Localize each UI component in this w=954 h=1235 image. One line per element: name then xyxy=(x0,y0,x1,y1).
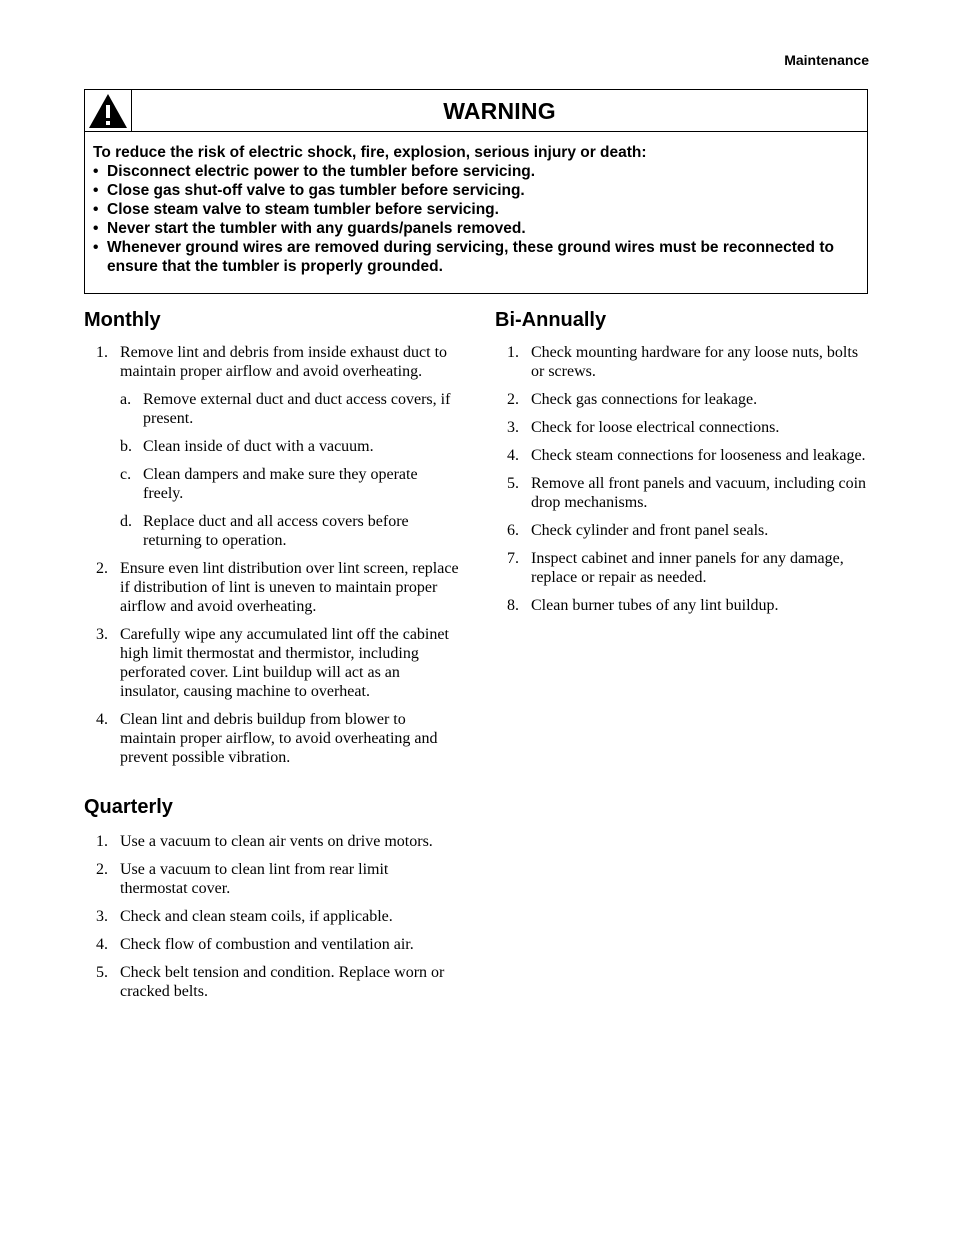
list-item xyxy=(84,963,459,1001)
list-item xyxy=(84,935,459,954)
item-number: 5. xyxy=(96,964,108,981)
item-number: 6. xyxy=(507,522,519,539)
item-text: Check for loose electrical connections. xyxy=(531,419,780,436)
list-item xyxy=(84,710,459,767)
list-item xyxy=(84,907,459,926)
item-number: 2. xyxy=(96,560,108,577)
sub-item xyxy=(120,437,459,456)
list-item xyxy=(495,521,873,540)
list-item xyxy=(84,832,459,851)
item-number: 1. xyxy=(96,344,108,361)
item-number: 8. xyxy=(507,597,519,614)
list-item xyxy=(84,343,459,550)
biannual-list xyxy=(495,343,873,615)
list-item xyxy=(495,418,873,437)
monthly-sublist xyxy=(120,390,459,550)
sub-item-letter: d. xyxy=(120,513,132,530)
list-item xyxy=(495,596,873,615)
sub-item-letter: b. xyxy=(120,438,132,455)
list-item xyxy=(495,549,873,587)
item-text: Use a vacuum to clean air vents on drive motors. xyxy=(120,833,433,850)
item-text: Check mounting hardware for any loose nuts, bolts or screws. xyxy=(531,344,859,380)
warning-box xyxy=(84,89,868,294)
warning-header xyxy=(85,90,867,132)
left-column xyxy=(84,308,459,1010)
item-number: 3. xyxy=(507,419,519,436)
item-text: Remove all front panels and vacuum, including coin drop mechanisms. xyxy=(531,475,867,511)
right-column xyxy=(495,308,873,624)
warning-list xyxy=(93,162,859,276)
item-number: 7. xyxy=(507,550,519,567)
sub-item-text: Replace duct and all access covers before returning to operation. xyxy=(143,513,409,549)
item-text: Check steam connections for looseness and leakage. xyxy=(531,447,866,464)
monthly-list xyxy=(84,343,459,767)
list-item xyxy=(84,860,459,898)
warning-title: WARNING xyxy=(443,98,556,124)
list-item xyxy=(495,474,873,512)
biannual-section xyxy=(495,308,873,615)
warning-item: • Close steam valve to steam tumbler before servicing. xyxy=(93,200,859,219)
item-number: 2. xyxy=(507,391,519,408)
sub-item-text: Clean dampers and make sure they operate freely. xyxy=(143,466,418,502)
item-text: Remove lint and debris from inside exhaust duct to maintain proper airflow and avoid overheating. xyxy=(120,344,448,380)
monthly-section xyxy=(84,308,459,767)
list-item xyxy=(495,446,873,465)
item-text: Ensure even lint distribution over lint screen, replace if distribution of lint is uneven to maintain proper airflow and avoid overheating. xyxy=(120,560,459,615)
quarterly-section xyxy=(84,795,459,1001)
warning-icon-cell xyxy=(85,90,132,131)
item-number: 1. xyxy=(96,833,108,850)
item-number: 3. xyxy=(96,626,108,643)
item-text: Check flow of combustion and ventilation air. xyxy=(120,936,414,953)
warning-item: • Close gas shut-off valve to gas tumbler before servicing. xyxy=(93,181,859,200)
item-text: Clean burner tubes of any lint buildup. xyxy=(531,597,779,614)
item-number: 3. xyxy=(96,908,108,925)
list-item xyxy=(495,390,873,409)
sub-item xyxy=(120,512,459,550)
quarterly-list xyxy=(84,832,459,1001)
item-number: 4. xyxy=(96,936,108,953)
item-number: 4. xyxy=(96,711,108,728)
item-text: Check cylinder and front panel seals. xyxy=(531,522,769,539)
item-number: 2. xyxy=(96,861,108,878)
warning-triangle-icon xyxy=(88,93,128,129)
warning-item: • Disconnect electric power to the tumbler before servicing. xyxy=(93,162,859,181)
item-text: Clean lint and debris buildup from blower to maintain proper airflow, to avoid overheating and prevent possible vibration. xyxy=(120,711,438,766)
item-number: 1. xyxy=(507,344,519,361)
item-text: Check belt tension and condition. Replace worn or cracked belts. xyxy=(120,964,445,1000)
item-text: Check gas connections for leakage. xyxy=(531,391,758,408)
running-head: Maintenance xyxy=(784,52,869,68)
item-text: Use a vacuum to clean lint from rear limit thermostat cover. xyxy=(120,861,389,897)
sub-item xyxy=(120,390,459,428)
sub-item-letter: a. xyxy=(120,391,132,408)
sub-item-text: Remove external duct and duct access covers, if present. xyxy=(143,391,451,427)
warning-intro: To reduce the risk of electric shock, fire, explosion, serious injury or death: xyxy=(93,144,647,161)
monthly-heading: Monthly xyxy=(84,309,161,331)
list-item xyxy=(84,559,459,616)
quarterly-heading: Quarterly xyxy=(84,796,173,818)
item-text: Inspect cabinet and inner panels for any damage, replace or repair as needed. xyxy=(531,550,844,586)
warning-item: • Never start the tumbler with any guards/panels removed. xyxy=(93,219,859,238)
item-number: 4. xyxy=(507,447,519,464)
list-item xyxy=(495,343,873,381)
warning-item: • Whenever ground wires are removed during servicing, these ground wires must be reconnected to ensure that the tumbler is properly grounded. xyxy=(93,238,859,276)
list-item xyxy=(84,625,459,701)
sub-item-text: Clean inside of duct with a vacuum. xyxy=(143,438,374,455)
biannual-heading: Bi-Annually xyxy=(495,309,607,331)
item-number: 5. xyxy=(507,475,519,492)
item-text: Check and clean steam coils, if applicable. xyxy=(120,908,393,925)
sub-item-letter: c. xyxy=(120,466,132,483)
warning-body xyxy=(85,132,867,276)
sub-item xyxy=(120,465,459,503)
item-text: Carefully wipe any accumulated lint off the cabinet high limit thermostat and thermistor, including perforated cover. Lint buildup will act as an insulator, causing machine to overheat. xyxy=(120,626,449,700)
